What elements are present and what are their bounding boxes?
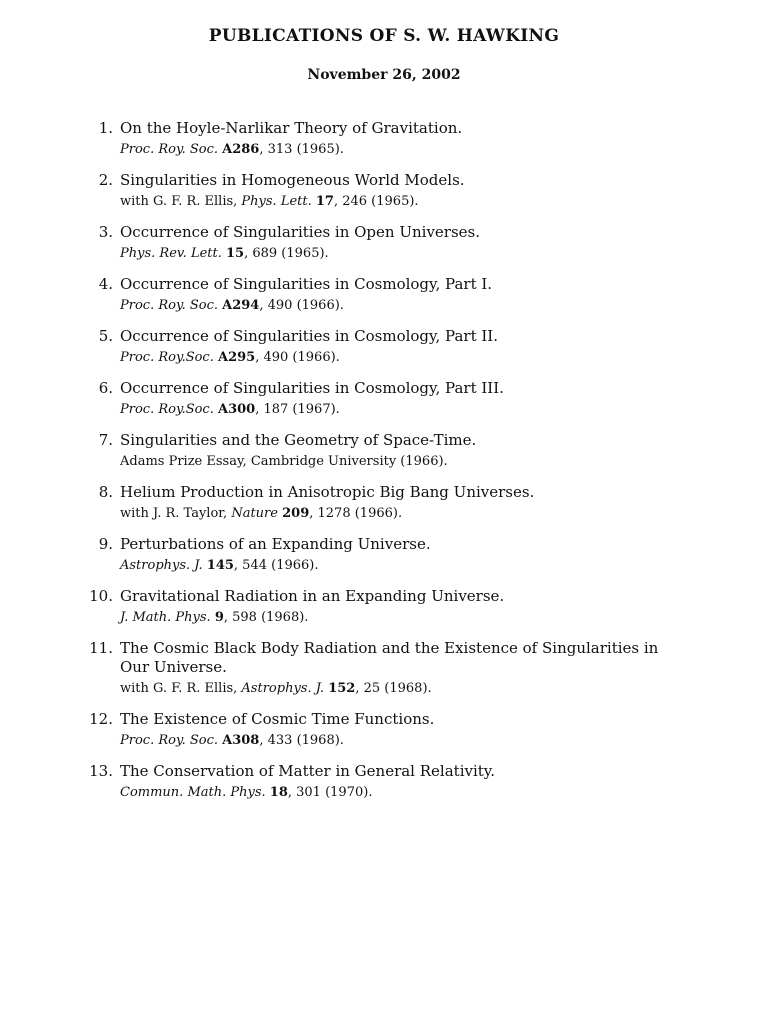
publication-item <box>0 762 768 801</box>
publication-item <box>0 327 768 366</box>
publication-title: Singularities in Homogeneous World Models. <box>120 171 465 189</box>
citation-prefix: with G. F. R. Ellis, <box>120 681 242 696</box>
publication-number: 4. <box>98 275 113 293</box>
publication-title: Perturbations of an Expanding Universe. <box>120 535 431 553</box>
publication-item <box>0 223 768 262</box>
citation-journal: Proc. Roy. Soc. <box>120 298 218 313</box>
citation-journal: Phys. Lett. <box>241 194 312 209</box>
citation-journal: Astrophys. J. <box>120 558 203 573</box>
publication-number: 3. <box>98 223 113 241</box>
publication-list <box>0 119 768 814</box>
publication-citation <box>120 245 688 262</box>
publication-item <box>0 431 768 470</box>
citation-volume: A295 <box>217 350 256 365</box>
citation-journal: Proc. Roy. Soc. <box>120 142 218 157</box>
citation-volume: A308 <box>222 733 260 748</box>
citation-journal: J. Math. Phys. <box>120 610 211 625</box>
publication-number: 2. <box>98 171 113 189</box>
publication-citation <box>120 297 688 314</box>
publication-item <box>0 275 768 314</box>
publication-item <box>0 171 768 210</box>
citation-volume: A300 <box>217 402 256 417</box>
citation-volume: 145 <box>206 558 234 573</box>
citation-volume: 18 <box>269 785 288 800</box>
publication-title: Singularities and the Geometry of Space-Time. <box>120 431 477 449</box>
publication-title: The Conservation of Matter in General Relativity. <box>120 762 496 780</box>
publication-item <box>0 535 768 574</box>
document-date: November 26, 2002 <box>307 67 461 83</box>
citation-pages-year: , 689 (1965). <box>244 246 329 261</box>
publication-item <box>0 639 768 697</box>
citation-volume: 209 <box>282 506 310 521</box>
citation-journal: Phys. Rev. Lett. <box>120 246 222 261</box>
publication-number: 12. <box>89 710 113 728</box>
citation-pages-year: , 1278 (1966). <box>309 506 403 521</box>
publication-number: 9. <box>98 535 113 553</box>
page-title: PUBLICATIONS OF S. W. HAWKING <box>208 26 560 46</box>
publication-citation <box>120 557 688 574</box>
publication-title: On the Hoyle-Narlikar Theory of Gravitation. <box>120 119 463 137</box>
publication-citation <box>120 141 688 158</box>
citation-journal: Commun. Math. Phys. <box>120 785 266 800</box>
publication-citation <box>120 505 688 522</box>
citation-pages-year: , 433 (1968). <box>259 733 344 748</box>
citation-pages-year: , 544 (1966). <box>233 558 319 573</box>
citation-volume: 17 <box>315 194 334 209</box>
publication-title: Occurrence of Singularities in Cosmology, Part II. <box>120 327 498 345</box>
citation-pages-year: , 598 (1968). <box>223 610 309 625</box>
citation-volume: A286 <box>222 142 260 157</box>
citation-journal: Nature <box>231 506 278 521</box>
citation-volume: 152 <box>328 681 356 696</box>
publication-title: Occurrence of Singularities in Cosmology, Part I. <box>120 275 493 293</box>
citation-prefix: with J. R. Taylor, <box>120 506 232 521</box>
publication-citation <box>120 784 688 801</box>
citation-volume: 15 <box>226 246 245 261</box>
publication-citation <box>120 732 688 749</box>
publication-title: Occurrence of Singularities in Open Universes. <box>120 223 480 241</box>
publication-number: 8. <box>98 483 113 501</box>
publication-number: 1. <box>98 119 113 137</box>
publication-item <box>0 379 768 418</box>
publication-item <box>0 483 768 522</box>
citation-journal: Proc. Roy.Soc. <box>120 350 214 365</box>
publication-item <box>0 710 768 749</box>
citation-prefix: with G. F. R. Ellis, <box>120 194 242 209</box>
citation-pages-year: , 25 (1968). <box>355 681 432 696</box>
publication-number: 5. <box>98 327 113 345</box>
citation-pages-year: , 187 (1967). <box>255 402 340 417</box>
publication-item <box>0 587 768 626</box>
publication-citation <box>120 680 688 697</box>
citation-pages-year: , 490 (1966). <box>255 350 340 365</box>
citation-pages-year: , 246 (1965). <box>333 194 419 209</box>
publication-title: Helium Production in Anisotropic Big Bang Universes. <box>120 483 535 501</box>
publication-number: 6. <box>98 379 113 397</box>
publication-number: 7. <box>98 431 113 449</box>
citation-journal: Proc. Roy.Soc. <box>120 402 214 417</box>
publication-citation <box>120 401 688 418</box>
publication-title: Gravitational Radiation in an Expanding Universe. <box>120 587 505 605</box>
citation-journal: Proc. Roy. Soc. <box>120 733 218 748</box>
publication-number: 11. <box>89 639 113 657</box>
publication-citation <box>120 453 688 470</box>
citation-pages-year: , 490 (1966). <box>259 298 344 313</box>
publication-citation <box>120 349 688 366</box>
publication-number: 10. <box>89 587 113 605</box>
publication-title: Occurrence of Singularities in Cosmology, Part III. <box>120 379 504 397</box>
citation-volume: A294 <box>222 298 260 313</box>
publication-citation <box>120 609 688 626</box>
citation-pages-year: , 313 (1965). <box>259 142 344 157</box>
citation-volume: 9 <box>214 610 224 625</box>
publication-item <box>0 119 768 158</box>
publication-title: The Cosmic Black Body Radiation and the Existence of Singularities in Our Universe. <box>120 639 659 676</box>
publication-number: 13. <box>89 762 113 780</box>
citation-journal: Astrophys. J. <box>241 681 325 696</box>
publication-title: The Existence of Cosmic Time Functions. <box>120 710 435 728</box>
publication-citation <box>120 193 688 210</box>
citation-pages-year: , 301 (1970). <box>287 785 373 800</box>
citation-prefix: Adams Prize Essay, Cambridge University (1966). <box>120 454 448 469</box>
